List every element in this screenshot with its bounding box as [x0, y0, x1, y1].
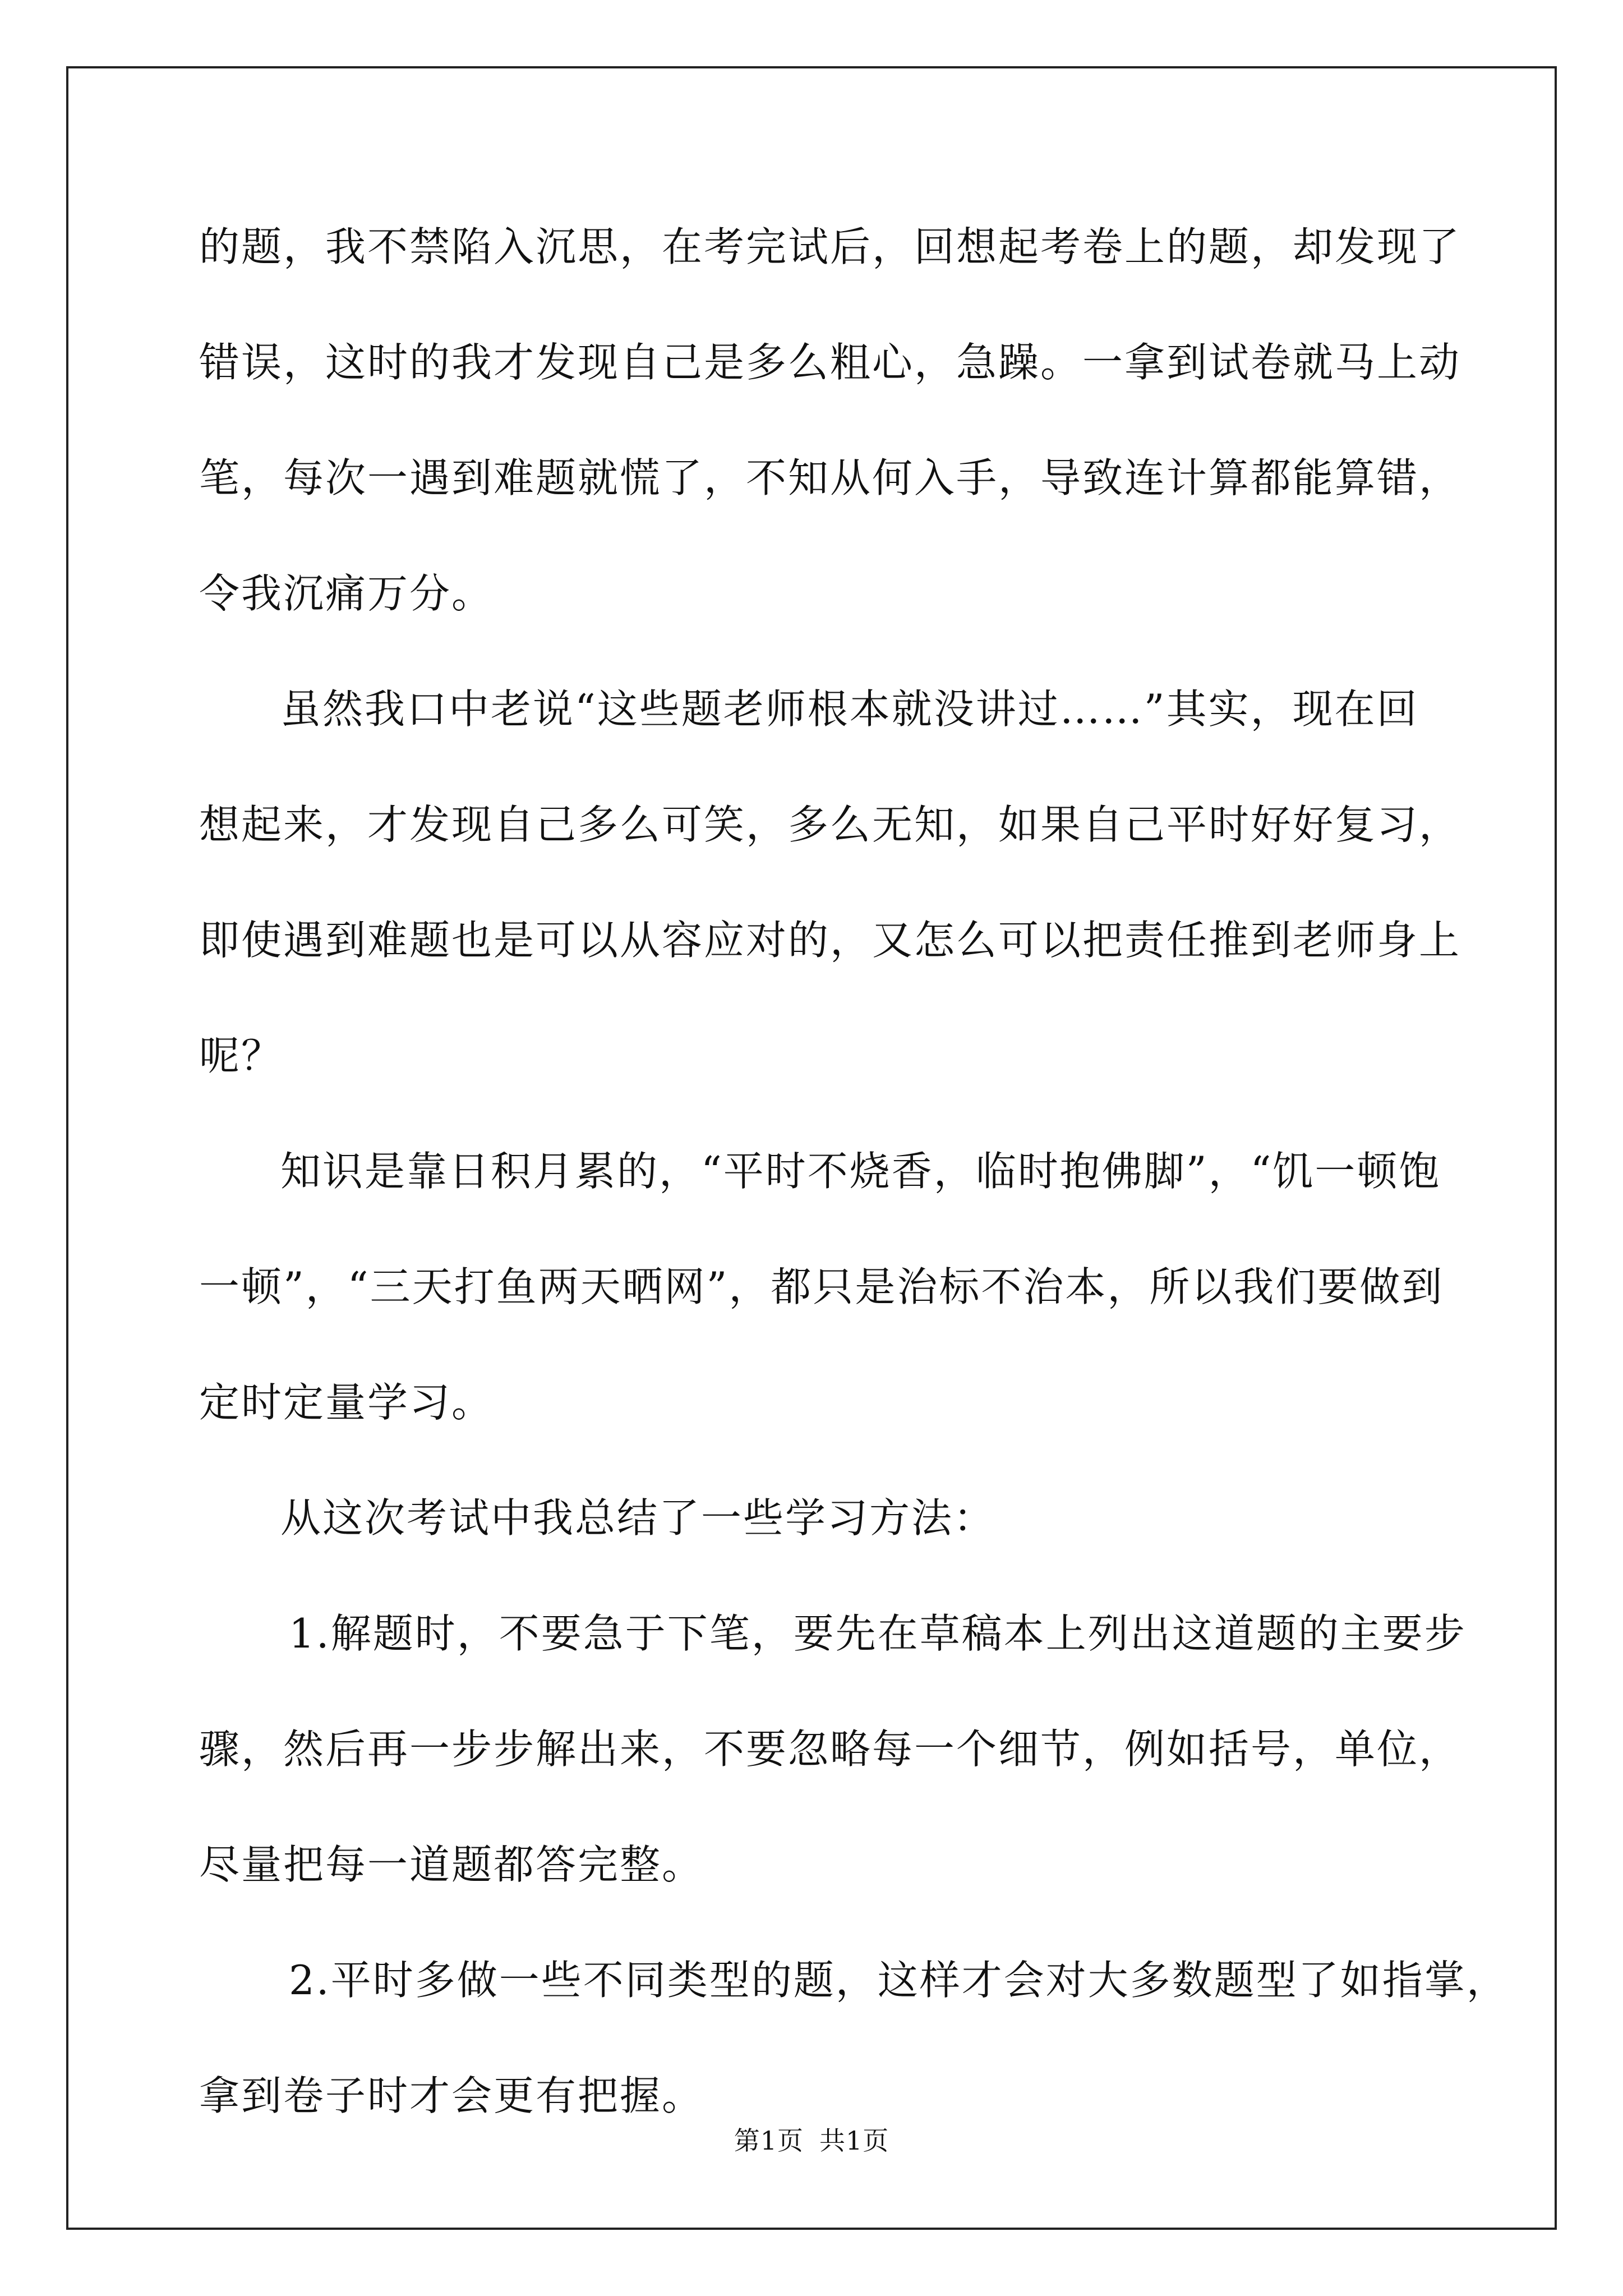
document-body [199, 202, 1509, 2166]
text-line: 的题，我不禁陷入沉思，在考完试后，回想起考卷上的题，却发现了 [199, 223, 1461, 270]
page-number: 第1页 [734, 2125, 804, 2156]
text-line: 定时定量学习。 [199, 1379, 494, 1426]
page-footer [0, 2124, 1623, 2157]
paragraph-start-line: 知识是靠日积月累的，“平时不烧香，临时抱佛脚”，“饥一顿饱 [280, 1148, 1441, 1195]
paragraph-start-line: 从这次考试中我总结了一些学习方法： [280, 1494, 996, 1542]
page-count: 共1页 [819, 2125, 889, 2156]
text-line: 想起来，才发现自己多么可笑，多么无知，如果自己平时好好复习， [199, 801, 1461, 848]
text-line: 呢？ [199, 1032, 284, 1079]
list-item-line: 1.解题时，不要急于下笔，要先在草稿本上列出这道题的主要步 [289, 1610, 1467, 1657]
text-line: 一顿”，“三天打鱼两天晒网”，都只是治标不治本，所以我们要做到 [199, 1263, 1444, 1310]
list-item-line: 2.平时多做一些不同类型的题，这样才会对大多数题型了如指掌， [289, 1957, 1509, 2004]
text-line: 拿到卷子时才会更有把握。 [199, 2072, 704, 2119]
text-line: 错误，这时的我才发现自己是多么粗心，急躁。一拿到试卷就马上动 [199, 339, 1461, 386]
text-line: 骤，然后再一步步解出来，不要忽略每一个细节，例如括号，单位， [199, 1726, 1461, 1773]
text-line: 令我沉痛万分。 [199, 570, 494, 617]
text-line: 即使遇到难题也是可以从容应对的，又怎么可以把责任推到老师身上 [199, 917, 1461, 964]
text-line: 笔，每次一遇到难题就慌了，不知从何入手，导致连计算都能算错， [199, 454, 1461, 501]
text-line: 尽量把每一道题都答完整。 [199, 1841, 704, 1888]
paragraph-start-line: 虽然我口中老说“这些题老师根本就没讲过……”其实，现在回 [280, 685, 1419, 733]
